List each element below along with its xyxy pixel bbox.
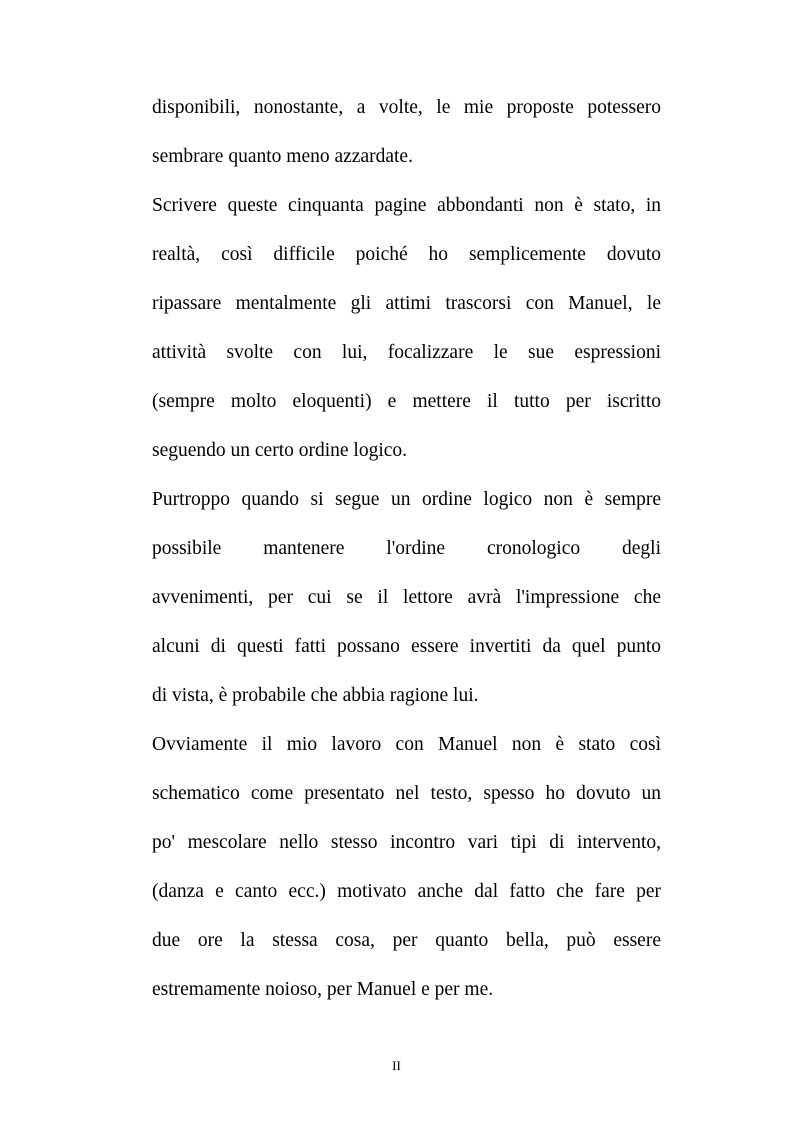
text-line: di vista, è probabile che abbia ragione lui. — [152, 685, 479, 706]
text-line: disponibili, nonostante, a volte, le mie proposte potessero — [152, 97, 661, 118]
text-line: alcuni di questi fatti possano essere invertiti da quel punto — [152, 636, 661, 657]
text-line: due ore la stessa cosa, per quanto bella, può essere — [152, 930, 661, 951]
text-line: avvenimenti, per cui se il lettore avrà l'impressione che — [152, 587, 661, 608]
text-line: realtà, così difficile poiché ho semplicemente dovuto — [152, 244, 661, 265]
text-line: ripassare mentalmente gli attimi trascorsi con Manuel, le — [152, 293, 661, 314]
text-line: Ovviamente il mio lavoro con Manuel non è stato così — [152, 734, 661, 755]
document-body — [152, 88, 661, 1019]
text-line: po' mescolare nello stesso incontro vari tipi di intervento, — [152, 832, 661, 853]
page-number: II — [392, 1058, 401, 1073]
text-line: seguendo un certo ordine logico. — [152, 440, 408, 461]
text-line: Scrivere queste cinquanta pagine abbondanti non è stato, in — [152, 195, 661, 216]
text-line: possibile mantenere l'ordine cronologico degli — [152, 538, 661, 559]
text-line: (sempre molto eloquenti) e mettere il tutto per iscritto — [152, 391, 661, 412]
text-line: estremamente noioso, per Manuel e per me. — [152, 979, 494, 1000]
text-line: (danza e canto ecc.) motivato anche dal fatto che fare per — [152, 881, 661, 902]
text-line: sembrare quanto meno azzardate. — [152, 146, 413, 167]
text-line: schematico come presentato nel testo, spesso ho dovuto un — [152, 783, 661, 804]
text-line: Purtroppo quando si segue un ordine logico non è sempre — [152, 489, 661, 510]
text-line: attività svolte con lui, focalizzare le sue espressioni — [152, 342, 661, 363]
